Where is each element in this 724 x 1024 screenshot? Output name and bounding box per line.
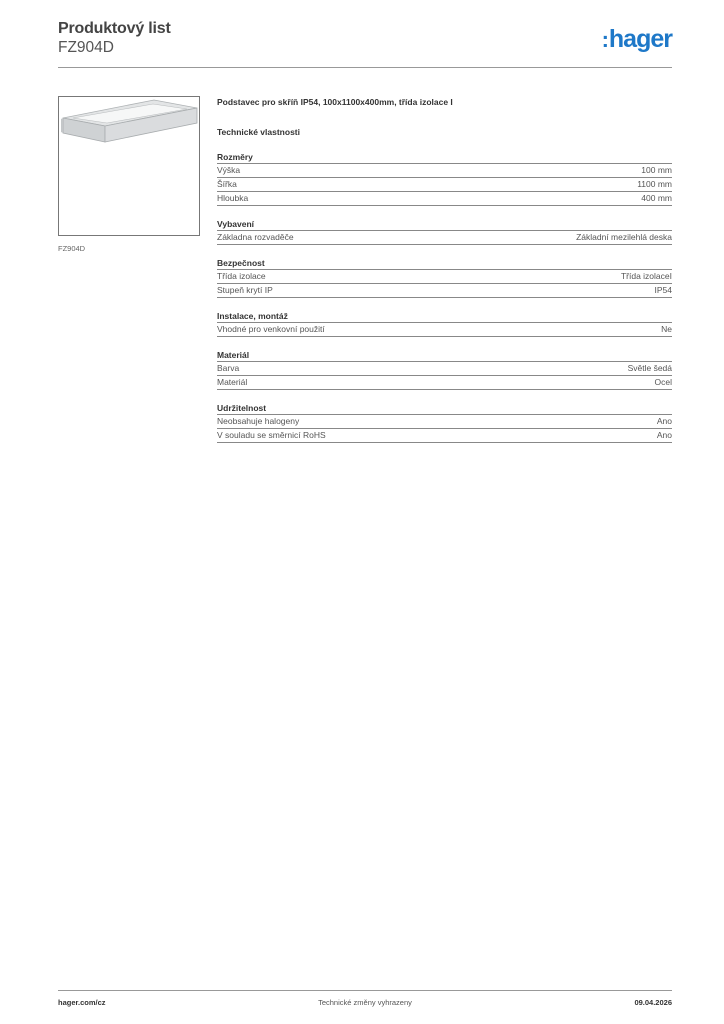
footer-note: Technické změny vyhrazeny (318, 998, 412, 1007)
image-caption: FZ904D (58, 244, 86, 253)
section-title: Vybavení (217, 219, 255, 229)
property-row (217, 270, 672, 284)
property-row (217, 429, 672, 443)
property-label: Stupeň krytí IP (217, 285, 273, 295)
product-code: FZ904D (58, 39, 114, 56)
property-row (217, 284, 672, 298)
property-label: Barva (217, 363, 240, 373)
property-label: Neobsahuje halogeny (217, 416, 300, 426)
section-installation (217, 310, 672, 337)
property-label: Výška (217, 165, 241, 175)
property-label: Šířka (217, 179, 237, 189)
property-row (217, 231, 672, 245)
section-title: Bezpečnost (217, 258, 265, 268)
property-value: Ano (656, 430, 672, 440)
property-label: Základna rozvaděče (217, 232, 294, 242)
section-title: Rozměry (217, 152, 253, 162)
product-description: Podstavec pro skříň IP54, 100x1100x400mm, třída izolace I (217, 97, 453, 107)
property-value: 400 mm (641, 193, 672, 203)
section-title: Instalace, montáž (217, 311, 288, 321)
section-dimensions (217, 151, 672, 206)
footer-date: 09.04.2026 (634, 998, 672, 1007)
property-value: IP54 (654, 285, 672, 295)
page-footer (58, 998, 672, 1010)
property-row (217, 362, 672, 376)
section-title: Materiál (217, 350, 250, 360)
property-label: V souladu se směrnicí RoHS (217, 430, 326, 440)
page-header (58, 20, 672, 68)
logo-text: hager (608, 25, 672, 53)
section-sustainability (217, 402, 672, 443)
property-label: Třída izolace (217, 271, 266, 281)
property-value: 100 mm (641, 165, 672, 175)
property-row (217, 178, 672, 192)
technical-properties-heading: Technické vlastnosti (217, 127, 300, 137)
plinth-frame-image (59, 97, 199, 235)
footer-divider (58, 990, 672, 991)
section-equipment (217, 218, 672, 245)
property-row (217, 164, 672, 178)
section-material (217, 349, 672, 390)
property-value: Ano (656, 416, 672, 426)
property-value: Základní mezilehlá deska (576, 232, 672, 242)
property-row (217, 323, 672, 337)
property-row (217, 415, 672, 429)
property-value: Třída izolaceI (620, 271, 672, 281)
product-details (217, 95, 672, 443)
property-value: Světle šedá (627, 363, 672, 373)
property-label: Vhodné pro venkovní použití (217, 324, 325, 334)
hager-logo: :hager (601, 25, 672, 53)
section-safety (217, 257, 672, 298)
property-label: Materiál (217, 377, 248, 387)
property-label: Hloubka (217, 193, 249, 203)
property-value: 1100 mm (637, 179, 672, 189)
property-value: Ocel (654, 377, 672, 387)
section-title: Udržitelnost (217, 403, 267, 413)
header-divider (58, 67, 672, 68)
property-row (217, 376, 672, 390)
website-link[interactable]: hager.com/cz (58, 998, 106, 1007)
product-image-frame (58, 96, 200, 236)
document-title: Produktový list (58, 20, 171, 37)
property-row (217, 192, 672, 206)
property-value: Ne (661, 324, 672, 334)
